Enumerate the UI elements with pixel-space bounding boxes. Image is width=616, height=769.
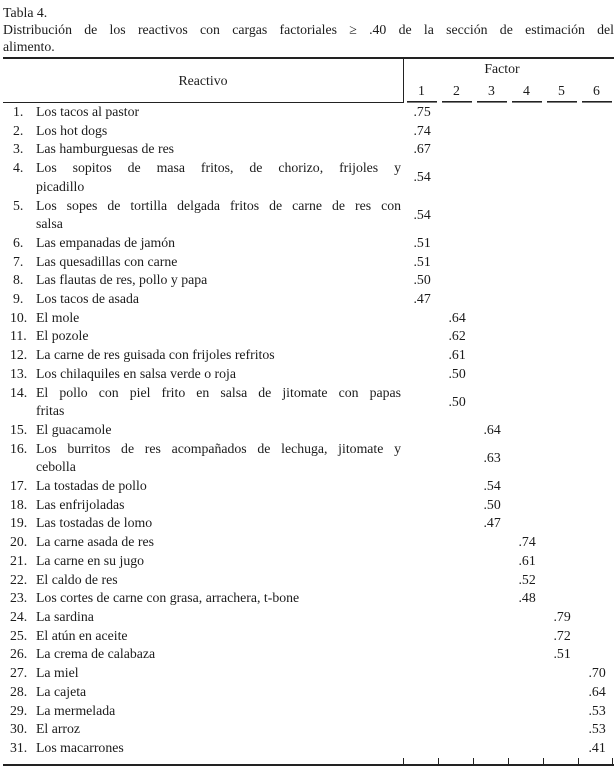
factor-value-cell: .54: [413, 206, 431, 222]
item-cell: [3, 608, 403, 627]
table-header: [3, 59, 614, 103]
item-text-line: La cajeta: [36, 683, 87, 699]
factor-value-cell: .52: [518, 571, 536, 587]
item-cell: [3, 421, 403, 440]
table-body: [3, 103, 614, 758]
table-row: [3, 702, 614, 721]
factor-value-cell: .67: [413, 141, 431, 157]
column-header-factor: Factor: [484, 61, 520, 76]
item-text: [36, 533, 403, 552]
factor-value-cell: .54: [483, 478, 501, 494]
item-number: 14.: [10, 384, 28, 400]
item-number: 10.: [10, 309, 28, 325]
table-row: [3, 664, 614, 683]
item-text: [36, 421, 403, 440]
item-cell: [3, 720, 403, 739]
factor-value-cell: .70: [588, 665, 606, 681]
table-row: [3, 552, 614, 571]
item-text-line: Los sopitos de masa fritos, de chorizo, frijoles y: [36, 160, 401, 176]
bottom-tick-row: [3, 758, 614, 766]
item-text-line: salsa: [36, 216, 63, 232]
factor-values: [403, 346, 615, 365]
item-number: 8.: [13, 272, 24, 288]
item-text-line: Las flautas de res, pollo y papa: [36, 272, 208, 288]
item-number: 23.: [10, 590, 28, 606]
factor-value-cell: .50: [483, 496, 501, 512]
table-row: [3, 589, 614, 608]
factor-header-block: [403, 59, 614, 103]
item-text-line: La carne de res guisada con frijoles refritos: [36, 347, 275, 363]
item-number: 26.: [10, 646, 28, 662]
item-number: 20.: [10, 534, 28, 550]
factor-value-cell: .74: [518, 534, 536, 550]
item-number: 1.: [13, 104, 24, 119]
factor-value-cell: .53: [588, 721, 606, 737]
factor-value-cell: .75: [413, 104, 431, 119]
bottom-tick-spacer: [3, 758, 403, 764]
table-row: [3, 103, 614, 122]
item-cell: [3, 103, 403, 122]
item-cell: [3, 140, 403, 159]
factor-values: [403, 440, 615, 477]
item-number: 29.: [10, 702, 28, 718]
item-number: 9.: [13, 291, 24, 307]
item-text: [36, 122, 403, 141]
factor-value-cell: .51: [553, 646, 571, 662]
item-number: 6.: [13, 234, 24, 250]
item-text: [36, 571, 403, 590]
factor-values: [403, 309, 615, 328]
table-row: [3, 683, 614, 702]
item-number: 4.: [13, 160, 24, 176]
item-number: 16.: [10, 440, 28, 456]
factor-value-cell: .62: [448, 328, 466, 344]
item-text-line: fritas: [36, 403, 65, 419]
factor-values: [403, 159, 615, 196]
item-text: [36, 477, 403, 496]
item-text-line: cebolla: [36, 459, 76, 475]
item-text-line: Los burritos de res acompañados de lechuga, jitomate y: [36, 440, 401, 456]
factor-values: [403, 533, 615, 552]
item-text: [36, 664, 403, 683]
table-row: [3, 346, 614, 365]
item-cell: [3, 533, 403, 552]
factor-values: [403, 477, 615, 496]
item-text: [36, 739, 403, 758]
table-row: [3, 365, 614, 384]
item-text: [36, 103, 403, 122]
item-cell: [3, 702, 403, 721]
item-number: 3.: [13, 141, 24, 157]
factor-column-header: 4: [509, 78, 544, 103]
factor-value-cell: .72: [553, 627, 571, 643]
item-text-line: El caldo de res: [36, 571, 118, 587]
item-text: [36, 496, 403, 515]
item-cell: [3, 496, 403, 515]
factor-values: [403, 496, 615, 515]
item-text: [36, 365, 403, 384]
item-cell: [3, 683, 403, 702]
factor-values: [403, 702, 615, 721]
factor-value-cell: .64: [483, 421, 501, 437]
item-text-line: Los sopes de tortilla delgada fritos de carne de res con: [36, 197, 401, 213]
item-cell: [3, 159, 403, 196]
item-text: [36, 271, 403, 290]
item-text: [36, 552, 403, 571]
item-number: 30.: [10, 721, 28, 737]
item-cell: [3, 627, 403, 646]
table-row: [3, 159, 614, 196]
factor-values: [403, 384, 615, 421]
table-row: [3, 421, 614, 440]
item-cell: [3, 739, 403, 758]
item-cell: [3, 253, 403, 272]
item-number: 12.: [10, 347, 28, 363]
item-number: 31.: [10, 739, 28, 755]
item-number: 28.: [10, 683, 28, 699]
factor-values: [403, 627, 615, 646]
item-text-line: Los cortes de carne con grasa, arrachera, t-bone: [36, 590, 300, 606]
factor-values: [403, 290, 615, 309]
item-text: [36, 253, 403, 272]
item-text: [36, 327, 403, 346]
factor-column-header: 3: [474, 78, 509, 103]
table-row: [3, 440, 614, 477]
item-cell: [3, 514, 403, 533]
table-row: [3, 309, 614, 328]
item-cell: [3, 645, 403, 664]
factor-value-cell: .74: [413, 122, 431, 138]
item-number: 17.: [10, 478, 28, 494]
item-text: [36, 290, 403, 309]
factor-values: [403, 253, 615, 272]
item-cell: [3, 271, 403, 290]
factor-values: [403, 421, 615, 440]
bottom-tick-cell: [578, 758, 613, 764]
factor-value-cell: .51: [413, 253, 431, 269]
table-row: [3, 627, 614, 646]
table-row: [3, 739, 614, 758]
item-number: 11.: [10, 328, 27, 344]
factor-value-cell: .47: [413, 291, 431, 307]
item-text-line: El atún en aceite: [36, 627, 128, 643]
factor-values: [403, 234, 615, 253]
table-row: [3, 645, 614, 664]
table-row: [3, 496, 614, 515]
factor-value-cell: .47: [483, 515, 501, 531]
item-cell: [3, 197, 403, 234]
factor-values: [403, 683, 615, 702]
item-cell: [3, 440, 403, 477]
factor-values: [403, 608, 615, 627]
table-row: [3, 720, 614, 739]
item-text-line: El pollo con piel frito en salsa de jitomate con papas: [36, 384, 401, 400]
item-cell: [3, 309, 403, 328]
item-text: [36, 683, 403, 702]
table-row: [3, 514, 614, 533]
item-text-line: Los macarrones: [36, 739, 124, 755]
item-number: 18.: [10, 496, 28, 512]
factor-values: [403, 571, 615, 590]
bottom-tick-cell: [473, 758, 508, 764]
table-row: [3, 140, 614, 159]
item-text: [36, 234, 403, 253]
factor-values: [403, 365, 615, 384]
item-number: 21.: [10, 552, 28, 568]
factor-values: [403, 271, 615, 290]
table-caption: [3, 21, 614, 59]
item-cell: [3, 589, 403, 608]
item-text: [36, 608, 403, 627]
item-text-line: La mermelada: [36, 702, 116, 718]
item-text-line: La sardina: [36, 608, 94, 624]
item-cell: [3, 290, 403, 309]
item-cell: [3, 552, 403, 571]
item-text: [36, 645, 403, 664]
item-number: 5.: [13, 197, 24, 213]
item-text: [36, 702, 403, 721]
item-text: [36, 514, 403, 533]
item-cell: [3, 122, 403, 141]
bottom-tick-cell: [403, 758, 438, 764]
item-text-line: La tostadas de pollo: [36, 478, 147, 494]
factor-values: [403, 552, 615, 571]
table-row: [3, 608, 614, 627]
factor-values: [403, 122, 615, 141]
table-row: [3, 234, 614, 253]
item-cell: [3, 571, 403, 590]
factor-value-cell: .50: [448, 393, 466, 409]
item-cell: [3, 327, 403, 346]
factor-value-cell: .64: [448, 309, 466, 325]
factor-values: [403, 645, 615, 664]
factor-values: [403, 103, 615, 122]
item-text: [36, 440, 403, 477]
table-row: [3, 384, 614, 421]
bottom-tick-cell: [508, 758, 543, 764]
factor-column-header: 2: [439, 78, 474, 103]
item-text: [36, 159, 403, 196]
item-text: [36, 589, 403, 608]
item-number: 25.: [10, 627, 28, 643]
factor-loadings-table: [3, 59, 614, 766]
factor-column-header: 1: [404, 78, 439, 103]
table-title: Tabla 4.: [3, 5, 48, 20]
item-text: [36, 309, 403, 328]
bottom-tick-cell: [438, 758, 473, 764]
table-row: [3, 253, 614, 272]
item-number: 19.: [10, 515, 28, 531]
factor-value-cell: .51: [413, 234, 431, 250]
item-text-line: La miel: [36, 665, 79, 681]
item-text-line: La crema de calabaza: [36, 646, 156, 662]
factor-values: [403, 720, 615, 739]
table-caption-line2: alimento.: [3, 39, 55, 54]
item-text-line: Los tacos al pastor: [36, 104, 140, 119]
item-text: [36, 140, 403, 159]
item-number: 15.: [10, 421, 28, 437]
item-text-line: Las quesadillas con carne: [36, 253, 178, 269]
item-number: 24.: [10, 608, 28, 624]
table-row: [3, 197, 614, 234]
item-text-line: Los hot dogs: [36, 122, 108, 138]
factor-value-cell: .54: [413, 169, 431, 185]
item-cell: [3, 234, 403, 253]
item-number: 22.: [10, 571, 28, 587]
item-text-line: La carne en su jugo: [36, 552, 145, 568]
factor-value-cell: .64: [588, 683, 606, 699]
factor-value-cell: .53: [588, 702, 606, 718]
item-number: 2.: [13, 122, 24, 138]
table-row: [3, 271, 614, 290]
factor-value-cell: .63: [483, 450, 501, 465]
item-text: [36, 720, 403, 739]
item-text-line: El arroz: [36, 721, 81, 737]
factor-value-cell: .48: [518, 590, 536, 606]
item-text-line: Los chilaquiles en salsa verde o roja: [36, 365, 236, 381]
factor-values: [403, 664, 615, 683]
factor-value-cell: .50: [448, 365, 466, 381]
item-cell: [3, 365, 403, 384]
item-text-line: picadillo: [36, 178, 85, 194]
factor-value-cell: .61: [448, 347, 466, 363]
factor-values: [403, 589, 615, 608]
column-header-reactivo: Reactivo: [3, 59, 403, 103]
bottom-tick-cell: [543, 758, 578, 764]
item-text: [36, 346, 403, 365]
item-text-line: Las empanadas de jamón: [36, 234, 176, 250]
bottom-tick-columns: [403, 758, 614, 764]
factor-values: [403, 327, 615, 346]
table-row: [3, 122, 614, 141]
item-text: [36, 197, 403, 234]
factor-values: [403, 140, 615, 159]
table-row: [3, 571, 614, 590]
table-row: [3, 477, 614, 496]
factor-values: [403, 739, 615, 758]
item-text-line: El pozole: [36, 328, 89, 344]
item-text-line: Las enfrijoladas: [36, 496, 125, 512]
item-cell: [3, 477, 403, 496]
factor-values: [403, 514, 615, 533]
item-text-line: Las tostadas de lomo: [36, 515, 153, 531]
table-row: [3, 533, 614, 552]
factor-value-cell: .79: [553, 608, 571, 624]
factor-value-cell: .41: [588, 739, 606, 755]
table-row: [3, 290, 614, 309]
item-text-line: Los tacos de asada: [36, 291, 140, 307]
item-cell: [3, 384, 403, 421]
item-text: [36, 384, 403, 421]
item-cell: [3, 346, 403, 365]
item-text: [36, 627, 403, 646]
item-number: 27.: [10, 665, 28, 681]
item-text-line: El guacamole: [36, 421, 112, 437]
item-cell: [3, 664, 403, 683]
factor-values: [403, 197, 615, 234]
factor-column-header: 6: [579, 78, 614, 103]
factor-number-row: [404, 78, 614, 103]
item-number: 7.: [13, 253, 24, 269]
item-text-line: El mole: [36, 309, 80, 325]
item-text-line: Las hamburguesas de res: [36, 141, 175, 157]
factor-value-cell: .61: [518, 552, 536, 568]
item-number: 13.: [10, 365, 28, 381]
factor-value-cell: .50: [413, 272, 431, 288]
factor-column-header: 5: [544, 78, 579, 103]
item-text-line: La carne asada de res: [36, 534, 154, 550]
table-row: [3, 327, 614, 346]
table-caption-line1: Distribución de los reactivos con cargas factoriales ≥ .40 de la sección de estimación del: [3, 22, 614, 37]
